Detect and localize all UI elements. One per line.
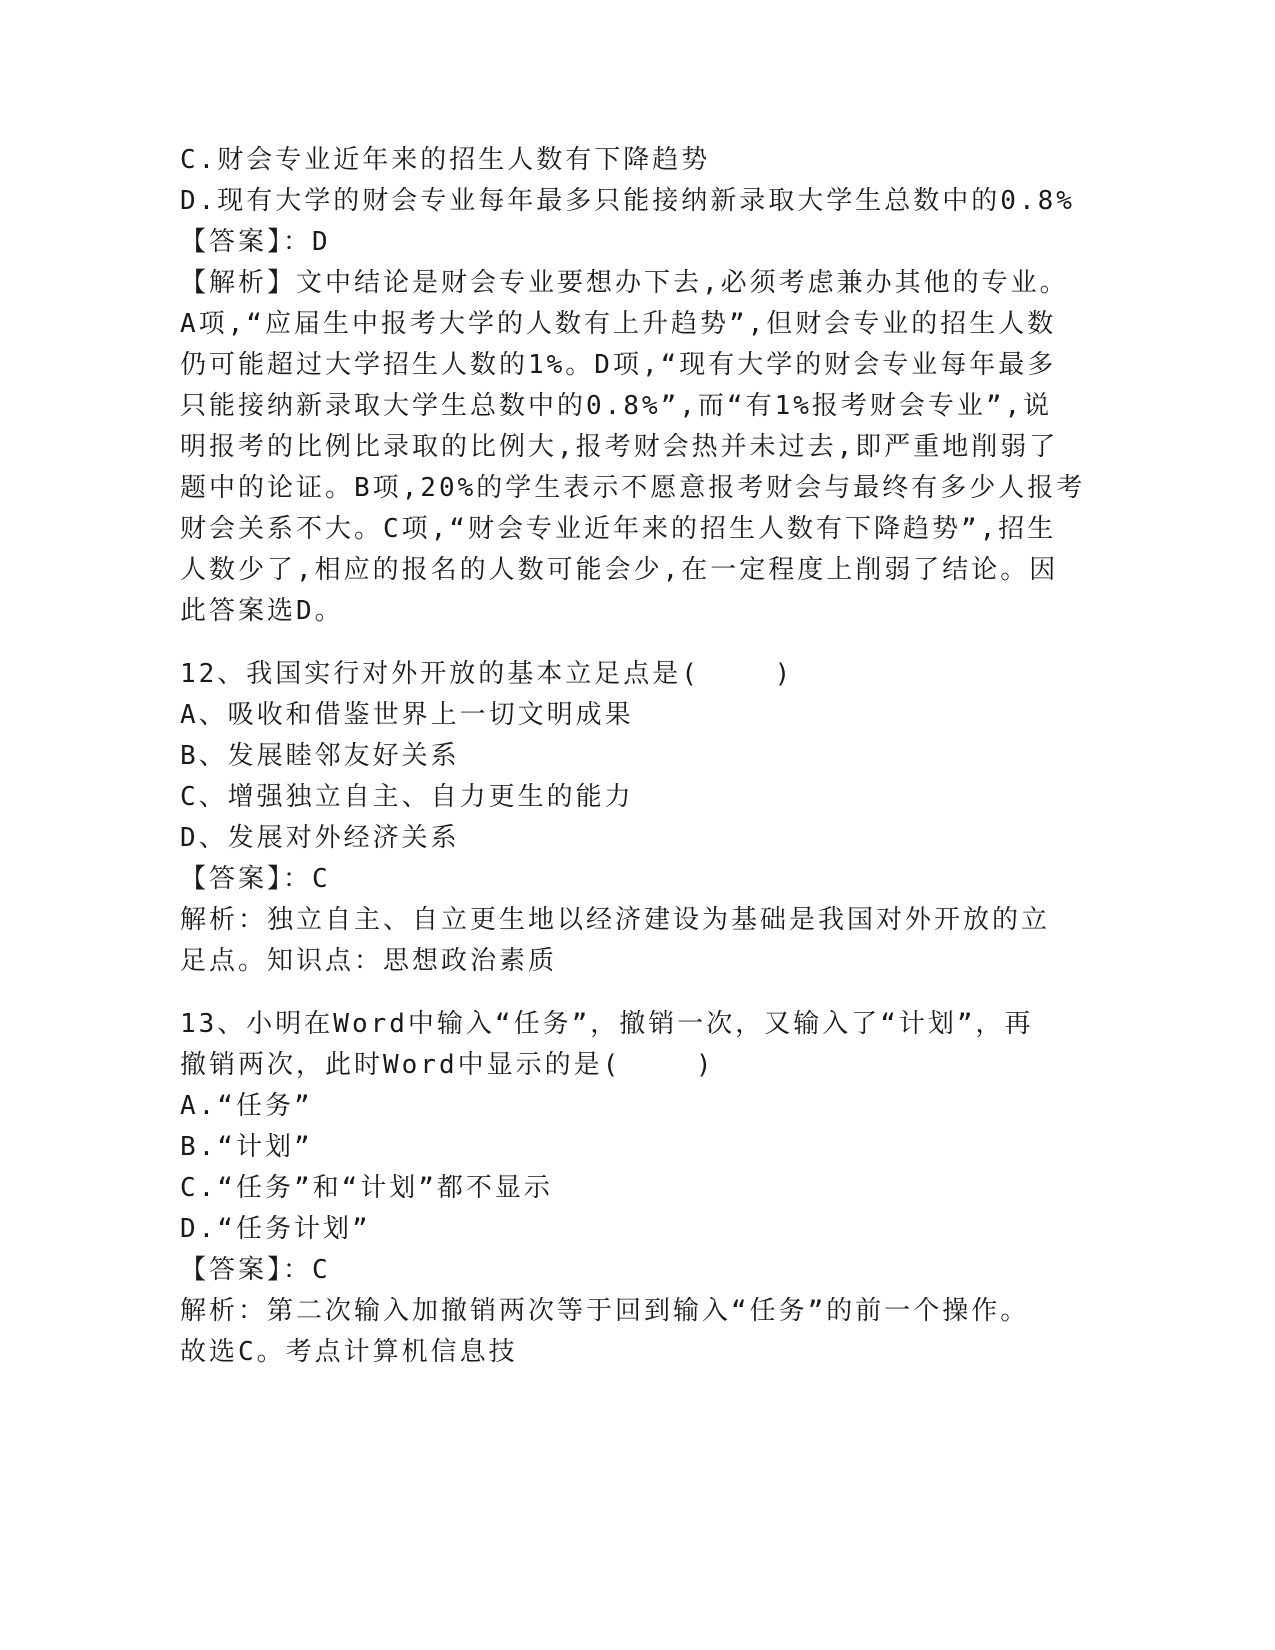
option-b: B、发展睦邻友好关系	[180, 741, 460, 771]
option-c: C.“任务”和“计划”都不显示	[180, 1173, 553, 1203]
explanation-line: 题中的论证。B项,20%的学生表示不愿意报考财会与最终有多少人报考	[180, 473, 1086, 503]
question-11	[180, 140, 1086, 632]
explanation	[180, 263, 1086, 632]
explanation-line: 人数少了,相应的报名的人数可能会少,在一定程度上削弱了结论。因	[180, 555, 1059, 585]
question-stem: 13、小明在Word中输入“任务”，撤销一次，又输入了“计划”，再	[180, 1009, 1034, 1039]
document-page	[180, 140, 1086, 1373]
question-12	[180, 654, 1050, 982]
question-13	[180, 1004, 1050, 1373]
question-stem: 撤销两次，此时Word中显示的是( )	[180, 1050, 715, 1080]
answer: 【答案】：C	[180, 864, 331, 894]
explanation-line: 此答案选D。	[180, 596, 344, 626]
explanation-line: A项,“应届生中报考大学的人数有上升趋势”,但财会专业的招生人数	[180, 309, 1057, 339]
option-b: B.“计划”	[180, 1132, 313, 1162]
explanation-line: 仍可能超过大学招生人数的1%。D项,“现有大学的财会专业每年最多	[180, 350, 1057, 380]
explanation-line: 解析：独立自主、自立更生地以经济建设为基础是我国对外开放的立	[180, 905, 1051, 935]
option-d: D、发展对外经济关系	[180, 823, 460, 853]
explanation-line: 只能接纳新录取大学生总数中的0.8%”,而“有1%报考财会专业”,说	[180, 391, 1053, 421]
explanation-line: 明报考的比例比录取的比例大,报考财会热并未过去,即严重地削弱了	[180, 432, 1059, 462]
explanation-line: 【解析】文中结论是财会专业要想办下去,必须考虑兼办其他的专业。	[180, 268, 1069, 298]
option-c: C.财会专业近年来的招生人数有下降趋势	[180, 145, 711, 175]
spacer	[180, 982, 1050, 1004]
question-stem: 12、我国实行对外开放的基本立足点是( )	[180, 659, 794, 689]
answer: 【答案】：D	[180, 227, 331, 257]
spacer	[180, 632, 1050, 654]
explanation	[180, 900, 1050, 982]
option-a: A.“任务”	[180, 1091, 313, 1121]
explanation	[180, 1291, 1050, 1373]
option-d: D.“任务计划”	[180, 1214, 371, 1244]
explanation-line: 故选C。考点计算机信息技	[180, 1337, 518, 1367]
explanation-line: 财会关系不大。C项,“财会专业近年来的招生人数有下降趋势”,招生	[180, 514, 1057, 544]
explanation-line: 解析：第二次输入加撤销两次等于回到输入“任务”的前一个操作。	[180, 1296, 1030, 1326]
answer: 【答案】：C	[180, 1255, 331, 1285]
option-a: A、吸收和借鉴世界上一切文明成果	[180, 700, 634, 730]
option-d: D.现有大学的财会专业每年最多只能接纳新录取大学生总数中的0.8%	[180, 186, 1075, 216]
explanation-line: 足点。知识点：思想政治素质	[180, 946, 558, 976]
option-c: C、增强独立自主、自力更生的能力	[180, 782, 634, 812]
